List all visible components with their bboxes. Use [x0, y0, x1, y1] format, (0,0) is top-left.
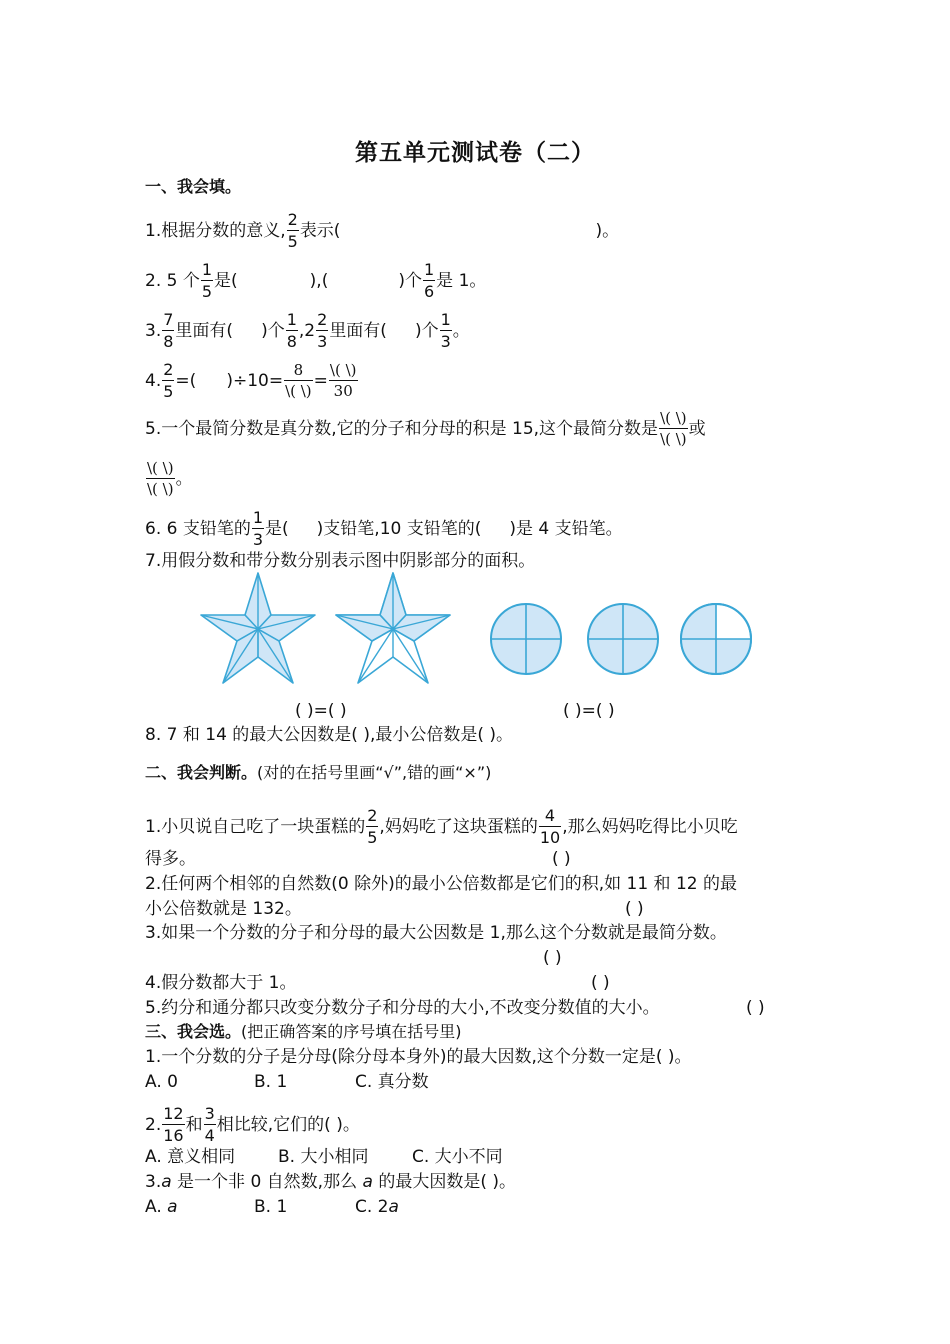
fraction: $\frac{2}{5}$ [287, 210, 298, 251]
fraction: $\frac{1}{6}$ [423, 260, 435, 301]
question-3-1: 1.一个分数的分子是分母(除分母本身外)的最大因数,这个分数一定是( )。 [145, 1047, 692, 1067]
fraction: $\frac{12}{16}$ [163, 1104, 184, 1145]
question-2-1-cont: 得多。 [145, 849, 196, 869]
question-1-7-answer-right: ( )=( ) [563, 701, 615, 721]
fraction: $\frac{1}{3}$ [440, 310, 451, 351]
option-c[interactable]: C. 2a [355, 1197, 399, 1217]
option-b[interactable]: B. 1 [254, 1072, 288, 1092]
question-2-3: 3.如果一个分数的分子和分母的最大公因数是 1,那么这个分数就是最简分数。 [145, 923, 727, 943]
section2-heading: 二、我会判断。(对的在括号里画“√”,错的画“×”) [145, 763, 492, 782]
answer-paren[interactable]: ( ) [543, 948, 562, 968]
question-1-4: 4. $\frac{2}{5}$ =( )÷10= $\frac{8}{\backslash( \backslash)}$ = $\frac{\backslash( \backslash)}{30}$ [145, 360, 357, 401]
fraction: $\frac{7}{8}$ [163, 310, 174, 351]
fraction: $\frac{1}{5}$ [201, 260, 213, 301]
option-c[interactable]: C. 真分数 [355, 1072, 429, 1092]
question-1-1: 1.根据分数的意义, $\frac{2}{5}$ 表示( )。 [145, 210, 620, 251]
question-1-5-cont: $\frac{\backslash( \backslash)}{\backslash( \backslash)}$ 。 [147, 459, 193, 498]
circle-figure-2 [585, 601, 661, 677]
fraction: $\frac{1}{3}$ [252, 508, 264, 549]
fraction: $\frac{\backslash( \backslash)}{\backslash( \backslash)}$ [660, 409, 687, 448]
star-figure-2 [333, 570, 453, 690]
question-1-2: 2. 5 个 $\frac{1}{5}$ 是( ),( )个 $\frac{1}{6}$ 是 1。 [145, 260, 487, 301]
star-figure-1 [198, 570, 318, 690]
option-b[interactable]: B. 1 [254, 1197, 288, 1217]
option-a[interactable]: A. 意义相同 [145, 1147, 236, 1167]
question-2-5: 5.约分和通分都只改变分数分子和分母的大小,不改变分数值的大小。 [145, 998, 660, 1018]
fraction: $\frac{\backslash( \backslash)}{\backslash( \backslash)}$ [147, 459, 174, 498]
option-a[interactable]: A. a [145, 1197, 178, 1217]
question-2-4: 4.假分数都大于 1。 [145, 973, 297, 993]
fraction: $\frac{1}{8}$ [286, 310, 297, 351]
circle-figure-3 [678, 601, 754, 677]
question-1-7-answer-left: ( )=( ) [295, 701, 347, 721]
fraction: $\frac{8}{\backslash( \backslash)}$ [285, 361, 312, 400]
option-b[interactable]: B. 大小相同 [278, 1147, 369, 1167]
question-1-5: 5.一个最简分数是真分数,它的分子和分母的积是 15,这个最简分数是 $\frac{\backslash( \backslash)}{\backslash( \backslash)}$ 或 [145, 409, 706, 448]
section3-heading: 三、我会选。(把正确答案的序号填在括号里) [145, 1022, 462, 1041]
question-2-1: 1.小贝说自己吃了一块蛋糕的 $\frac{2}{5}$ ,妈妈吃了这块蛋糕的 $\frac{4}{10}$ ,那么妈妈吃得比小贝吃 [145, 806, 738, 847]
question-3-2: 2. $\frac{12}{16}$ 和 $\frac{3}{4}$ 相比较,它们的( )。 [145, 1104, 360, 1145]
fraction: $\frac{2}{5}$ [163, 360, 174, 401]
answer-paren[interactable]: ( ) [746, 998, 765, 1018]
section1-heading: 一、我会填。 [145, 177, 242, 196]
option-c[interactable]: C. 大小不同 [412, 1147, 503, 1167]
answer-paren[interactable]: ( ) [591, 973, 610, 993]
question-1-8: 8. 7 和 14 的最大公因数是( ),最小公倍数是( )。 [145, 725, 514, 745]
fraction: $\frac{3}{4}$ [204, 1104, 215, 1145]
fraction: $\frac{\backslash( \backslash)}{30}$ [329, 361, 357, 400]
question-2-2-cont: 小公倍数就是 132。 [145, 899, 302, 919]
answer-paren[interactable]: ( ) [552, 849, 571, 869]
page-title: 第五单元测试卷（二） [355, 139, 595, 166]
question-1-6: 6. 6 支铅笔的 $\frac{1}{3}$ 是( )支铅笔,10 支铅笔的( )是 4 支铅笔。 [145, 508, 623, 549]
circle-figure-1 [488, 601, 564, 677]
fraction: $\frac{4}{10}$ [539, 806, 561, 847]
question-2-2: 2.任何两个相邻的自然数(0 除外)的最小公倍数都是它们的积,如 11 和 12 的最 [145, 874, 737, 894]
fraction: $\frac{2}{5}$ [367, 806, 378, 847]
question-3-3: 3.a 是一个非 0 自然数,那么 a 的最大因数是( )。 [145, 1172, 516, 1192]
question-1-7: 7.用假分数和带分数分别表示图中阴影部分的面积。 [145, 551, 536, 571]
option-a[interactable]: A. 0 [145, 1072, 178, 1092]
fraction: $\frac{2}{3}$ [317, 310, 328, 351]
question-1-3: 3. $\frac{7}{8}$ 里面有( )个 $\frac{1}{8}$ ,2 $\frac{2}{3}$ 里面有( )个 $\frac{1}{3}$ 。 [145, 310, 470, 351]
answer-paren[interactable]: ( ) [625, 899, 644, 919]
